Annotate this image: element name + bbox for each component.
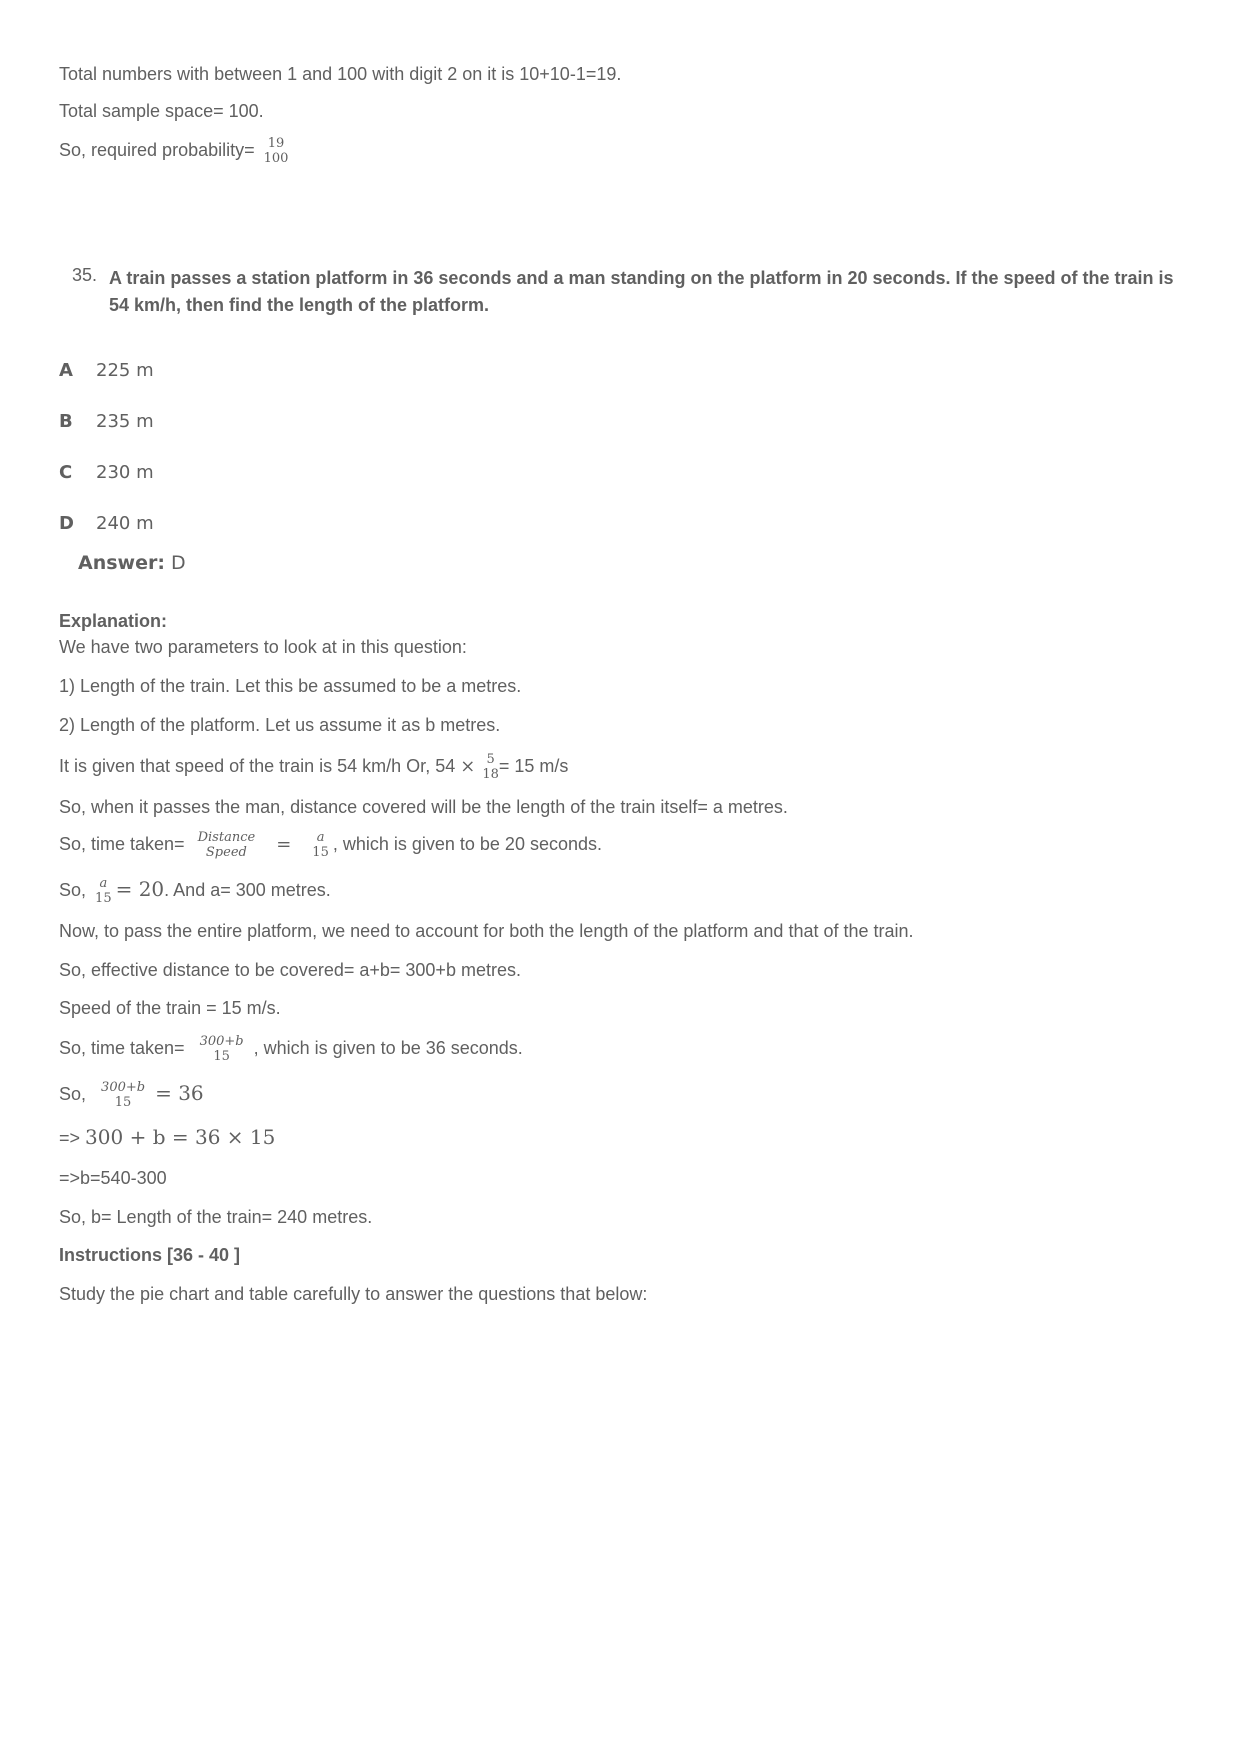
text: So, required probability= [59, 139, 255, 160]
option-text: 240 m [96, 513, 154, 534]
equation-line [59, 1125, 275, 1149]
option-c[interactable] [59, 462, 154, 483]
text: So, [59, 1083, 87, 1104]
option-d[interactable] [59, 513, 154, 534]
numerator: 300+b [101, 1080, 146, 1095]
fraction [264, 136, 289, 166]
speed-line [59, 752, 568, 782]
fraction [200, 1034, 244, 1064]
fraction [101, 1080, 145, 1110]
equation: 300 + b = 36 × 15 [85, 1125, 276, 1149]
option-text: 230 m [96, 462, 154, 483]
numerator: 300+b [199, 1034, 244, 1049]
denominator: 18 [482, 767, 499, 782]
option-text: 235 m [96, 411, 154, 432]
numerator: 5 [486, 752, 495, 767]
instructions-heading: Instructions [36 - 40 ] [59, 1245, 241, 1265]
option-letter: C [59, 462, 73, 483]
text-line: 1) Length of the train. Let this be assumed to be a metres. [59, 676, 522, 696]
text: So, time taken= [59, 833, 185, 854]
denominator: 15 [114, 1095, 132, 1110]
option-text: 225 m [96, 360, 154, 381]
denominator: Speed [205, 845, 247, 860]
times-symbol: × [460, 755, 476, 777]
fraction [482, 752, 499, 782]
denominator: 15 [213, 1049, 230, 1064]
answer [78, 552, 186, 574]
solve-line-2 [59, 1080, 204, 1110]
probability-line [59, 136, 292, 166]
text: So, time taken= [59, 1037, 185, 1058]
answer-value: D [171, 552, 186, 574]
solve-line [59, 876, 331, 906]
fraction [95, 876, 112, 906]
fraction [312, 830, 329, 860]
time-line [59, 830, 602, 860]
option-a[interactable] [59, 360, 154, 381]
text: So, [59, 879, 87, 900]
numerator: 19 [267, 136, 285, 151]
numerator: Distance [197, 830, 256, 845]
equation: = 36 [155, 1080, 204, 1105]
text: . And a= 300 metres. [164, 879, 331, 900]
text-line: Total numbers with between 1 and 100 with digit 2 on it is 10+10-1=19. [59, 64, 622, 84]
equals-symbol: = [276, 833, 292, 855]
text-line: Now, to pass the entire platform, we need to account for both the length of the platform and that of the train. [59, 921, 914, 941]
instructions-text: Study the pie chart and table carefully to answer the questions that below: [59, 1284, 648, 1304]
text-line: Speed of the train = 15 m/s. [59, 998, 281, 1018]
text: => [59, 1128, 81, 1148]
text: , which is given to be 20 seconds. [332, 833, 602, 854]
option-letter: A [59, 360, 73, 381]
denominator: 100 [263, 151, 289, 166]
text-line: We have two parameters to look at in this question: [59, 637, 467, 657]
option-letter: B [59, 411, 73, 432]
fraction [198, 830, 256, 860]
text-line: Total sample space= 100. [59, 101, 264, 121]
option-b[interactable] [59, 411, 154, 432]
option-letter: D [59, 513, 74, 534]
text-line: So, effective distance to be covered= a+b= 300+b metres. [59, 960, 521, 980]
question-number: 35. [72, 265, 98, 285]
denominator: 15 [312, 845, 329, 860]
text-line: 2) Length of the platform. Let us assume it as b metres. [59, 715, 501, 735]
answer-label: Answer: [78, 552, 165, 574]
text: It is given that speed of the train is 54 km/h Or, 54 [59, 755, 456, 776]
time-line-2 [59, 1034, 523, 1064]
denominator: 15 [95, 891, 112, 906]
text: , which is given to be 36 seconds. [253, 1037, 523, 1058]
explanation-heading: Explanation: [59, 611, 168, 631]
question-text: A train passes a station platform in 36 seconds and a man standing on the platform in 20 seconds. If the speed of the train is 54 km/h, then find the length of the platform. [109, 268, 1174, 315]
equation: = 20 [115, 876, 165, 901]
numerator: a [316, 830, 325, 845]
text-line: So, when it passes the man, distance covered will be the length of the train itself= a metres. [59, 797, 788, 817]
numerator: a [99, 876, 108, 891]
text: = 15 m/s [498, 755, 569, 776]
text-line: =>b=540-300 [59, 1168, 167, 1188]
text-line: So, b= Length of the train= 240 metres. [59, 1207, 373, 1227]
